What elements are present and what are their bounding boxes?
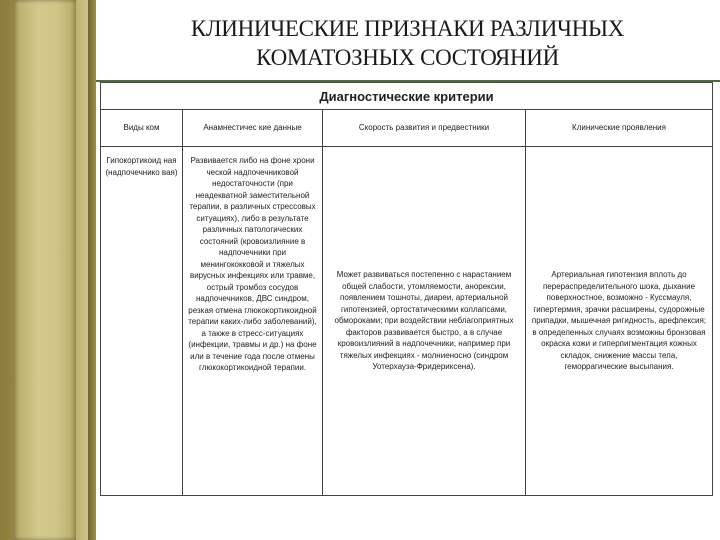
- column-header-anamnesis: Анамнестичес кие данные: [183, 110, 323, 147]
- table-row: [101, 147, 713, 496]
- slide-title: [100, 14, 715, 72]
- column-header-kind: Виды ком: [101, 110, 183, 147]
- slide-title-line-1: КЛИНИЧЕСКИЕ ПРИЗНАКИ РАЗЛИЧНЫХ: [190, 16, 625, 41]
- table-header: Диагностические критерии: [101, 83, 713, 110]
- column-header-row: [101, 110, 713, 147]
- slide-title-line-2: КОМАТОЗНЫХ СОСТОЯНИЙ: [256, 45, 559, 70]
- decorative-left-frame: [0, 0, 96, 540]
- criteria-table: [100, 82, 713, 496]
- cell-speed: Может развиваться постепенно с нарастанием общей слабости, утомляемости, анорексии, появлением тошноты, диареи, артериальной гипотензией, ортостатическими коллапсами, обмороками; при воздействии неблагоприятных факторов развивается быстро, а в случае кровоизлияний в надпочечники, например при тяжелых инфекциях - молниеносно (синдром Уотерхауза-Фридериксена).: [323, 147, 526, 496]
- frame-inner-panel: [14, 0, 76, 540]
- cell-coma-kind: Гипокортикоид ная (надпочечнико вая): [101, 147, 183, 496]
- column-header-speed: Скорость развития и предвестники: [323, 110, 526, 147]
- cell-anamnesis: Развивается либо на фоне хрони ческой надпочечниковой недостаточности (при неадекватной заместительной терапии, в различных стрессовых ситуациях), либо в результате различных патологических состояний (кровоизлияние в надпочечники при менингококковой и тяжелых вирусных инфекциях или травме, острый тромбоз сосудов надпочечников, ДВС синдром, резкая отмена глюкокортикоидной терапии каких-либо заболеваний), а также в стресс-ситуациях (инфекции, травмы и др.) на фоне или в течение года после отмены глюкокортикоидной терапии.: [183, 147, 323, 496]
- table-header-row: [101, 83, 713, 110]
- cell-clinical: Артериальная гипотензия вплоть до перераспределительного шока, дыхание поверхностное, возможно - Куссмауля, гипертермия, зрачки расширены, судорожные припадки, мышечная ригидность, арефлексия; в определенных случаях возможны бронзовая окраска кожи и гиперпигментация кожных складок, снижение массы тела, геморрагические высыпания.: [526, 147, 713, 496]
- column-header-clinical: Клинические проявления: [526, 110, 713, 147]
- frame-edge: [88, 0, 96, 540]
